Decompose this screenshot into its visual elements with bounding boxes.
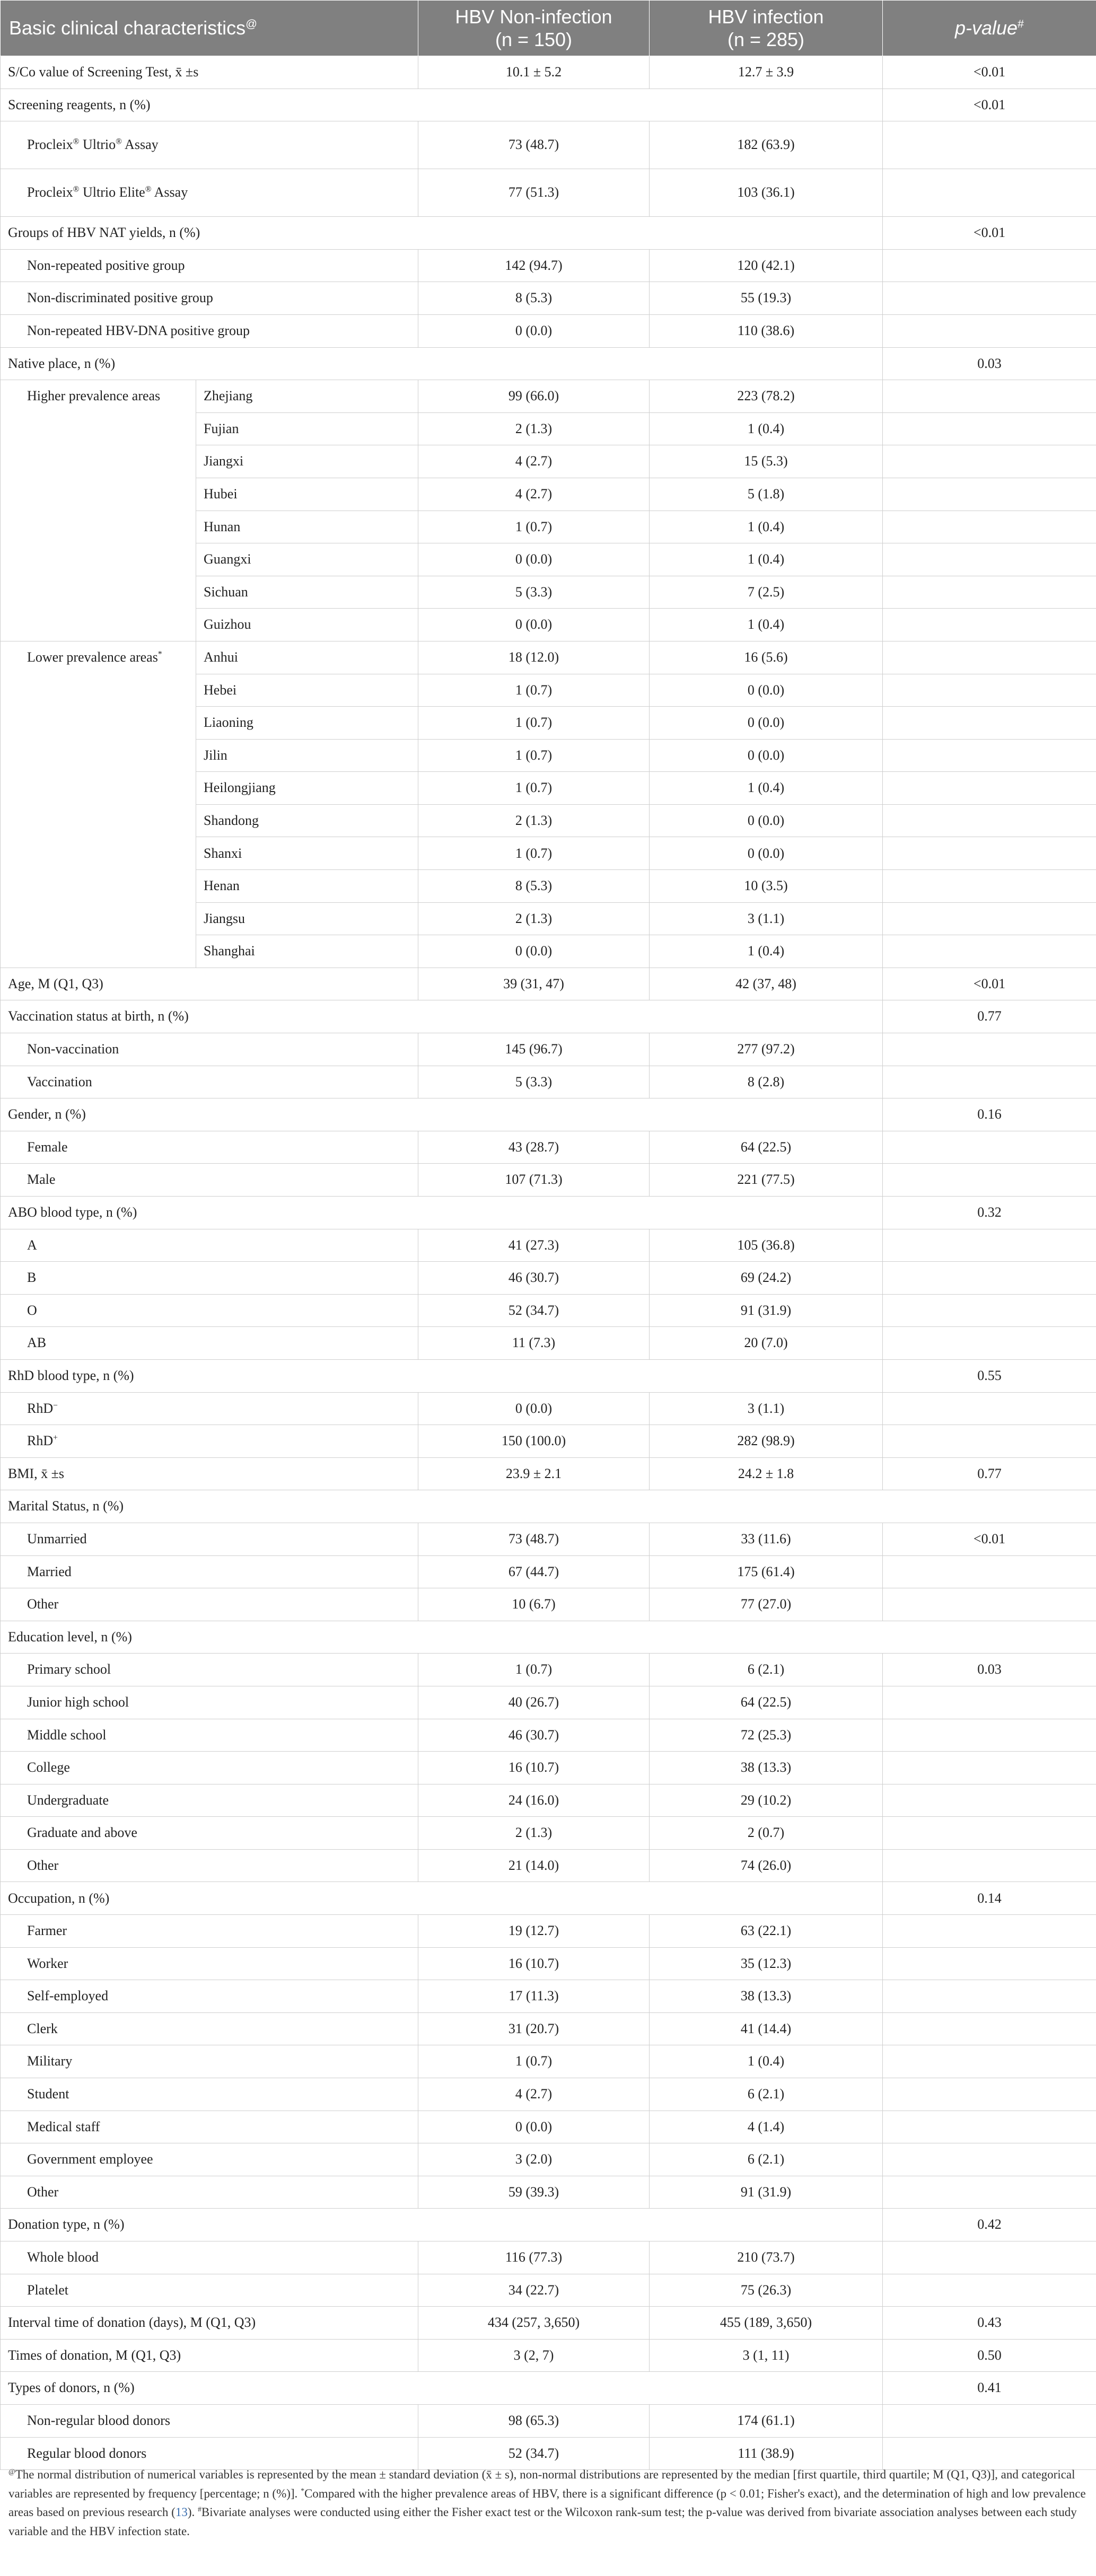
table-row: S/Co value of Screening Test, x̄ ±s 10.1 ± 5.2 12.7 ± 3.9 <0.01 [1,56,1096,89]
row-label: Screening reagents, n (%) [1,89,883,121]
table-row: Other 10 (6.7) 77 (27.0) [1,1588,1096,1621]
table-row: Regular blood donors 52 (34.7) 111 (38.9) [1,2437,1096,2470]
row-label: Education level, n (%) [1,1621,1096,1654]
row-label: Procleix® Ultrio® Assay [1,121,418,169]
table-row: Middle school 46 (30.7) 72 (25.3) [1,1719,1096,1752]
table-row: Fujian 2 (1.3) 1 (0.4) [1,412,1096,445]
table-row: Hubei 4 (2.7) 5 (1.8) [1,478,1096,511]
row-label: Groups of HBV NAT yields, n (%) [1,217,883,250]
table-row: Liaoning 1 (0.7) 0 (0.0) [1,707,1096,740]
row-label: Interval time of donation (days), M (Q1, Q3) [1,2307,418,2340]
row-label: Times of donation, M (Q1, Q3) [1,2339,418,2372]
row-label: Procleix® Ultrio Elite® Assay [1,169,418,217]
header-infection: HBV infection (n = 285) [650,1,883,56]
table-row: Hunan 1 (0.7) 1 (0.4) [1,511,1096,543]
table-row: Hebei 1 (0.7) 0 (0.0) [1,674,1096,707]
table-footnote: @The normal distribution of numerical variables is represented by the mean ± standard deviation (x̄ ± s), non-normal distributions are represented by the median [first quartile, third quartile; M (Q1, Q3)], and categorical variables are represented by frequency [percentage; n (%)]. *Compared with the higher prevalence areas of HBV, there is a significant difference (p < 0.01; Fisher's exact), and the determination of high and low prevalence areas based on previous research (13). #Bivariate analyses were conducted using either the Fisher exact test or the Wilcoxon rank-sum test; the p-value was derived from bivariate association analyses between each study variable and the HBV infection state. [8,2467,1086,2538]
table-row: Primary school 1 (0.7) 6 (2.1) 0.03 [1,1654,1096,1686]
table-row: Lower prevalence areas* Anhui 18 (12.0) 16 (5.6) [1,641,1096,674]
table-row: Married 67 (44.7) 175 (61.4) [1,1555,1096,1588]
header-p-value: p-value# [883,1,1096,56]
row-label: Native place, n (%) [1,347,883,380]
table-row: O 52 (34.7) 91 (31.9) [1,1294,1096,1327]
table-row: Student 4 (2.7) 6 (2.1) [1,2078,1096,2111]
row-label: Marital Status, n (%) [1,1490,1096,1523]
table-row: Shanghai 0 (0.0) 1 (0.4) [1,935,1096,968]
table-row: Types of donors, n (%) 0.41 [1,2372,1096,2405]
table-row: Procleix® Ultrio Elite® Assay 77 (51.3) 103 (36.1) [1,169,1096,217]
header-non-infection: HBV Non-infection (n = 150) [418,1,650,56]
table-row: College 16 (10.7) 38 (13.3) [1,1752,1096,1784]
row-label: Vaccination status at birth, n (%) [1,1000,883,1033]
table-row: Non-discriminated positive group 8 (5.3) 55 (19.3) [1,282,1096,315]
row-label: BMI, x̄ ±s [1,1457,418,1490]
table-row: Procleix® Ultrio® Assay 73 (48.7) 182 (63.9) [1,121,1096,169]
row-label: Occupation, n (%) [1,1882,883,1915]
table-row [1,1621,1096,1654]
table-row: RhD− 0 (0.0) 3 (1.1) [1,1392,1096,1425]
table-row: RhD+ 150 (100.0) 282 (98.9) [1,1425,1096,1458]
table-row: Military 1 (0.7) 1 (0.4) [1,2045,1096,2078]
table-row: Government employee 3 (2.0) 6 (2.1) [1,2143,1096,2176]
table-row: Whole blood 116 (77.3) 210 (73.7) [1,2241,1096,2274]
table-row: Unmarried 73 (48.7) 33 (11.6) <0.01 [1,1523,1096,1555]
table-row: Clerk 31 (20.7) 41 (14.4) [1,2012,1096,2045]
table-row: RhD blood type, n (%) 0.55 [1,1359,1096,1392]
table-row: Groups of HBV NAT yields, n (%) <0.01 [1,217,1096,250]
row-label: Types of donors, n (%) [1,2372,883,2405]
table-row: ABO blood type, n (%) 0.32 [1,1197,1096,1229]
table-row: Screening reagents, n (%) <0.01 [1,89,1096,121]
table-row: Native place, n (%) 0.03 [1,347,1096,380]
table-row: Sichuan 5 (3.3) 7 (2.5) [1,576,1096,609]
reference-link[interactable]: 13 [175,2505,188,2519]
table-row: B 46 (30.7) 69 (24.2) [1,1262,1096,1295]
row-label: ABO blood type, n (%) [1,1197,883,1229]
table-row: Age, M (Q1, Q3) 39 (31, 47) 42 (37, 48) <0.01 [1,968,1096,1000]
table-row: Donation type, n (%) 0.42 [1,2209,1096,2241]
table-row: Female 43 (28.7) 64 (22.5) [1,1131,1096,1164]
table-row: Undergraduate 24 (16.0) 29 (10.2) [1,1784,1096,1817]
table-row: Shanxi 1 (0.7) 0 (0.0) [1,837,1096,870]
row-label: S/Co value of Screening Test, x̄ ±s [1,56,418,89]
table-row: Jilin 1 (0.7) 0 (0.0) [1,739,1096,772]
table-row: Other 59 (39.3) 91 (31.9) [1,2176,1096,2209]
table-row: Graduate and above 2 (1.3) 2 (0.7) [1,1817,1096,1850]
table-row: Shandong 2 (1.3) 0 (0.0) [1,804,1096,837]
row-label: Donation type, n (%) [1,2209,883,2241]
table-row: Non-regular blood donors 98 (65.3) 174 (61.1) [1,2404,1096,2437]
header-row [1,1,1096,56]
table-row: Non-repeated HBV-DNA positive group 0 (0.0) 110 (38.6) [1,314,1096,347]
table-row: Self-employed 17 (11.3) 38 (13.3) [1,1980,1096,2013]
table-row: Non-vaccination 145 (96.7) 277 (97.2) [1,1033,1096,1066]
table-row: Guangxi 0 (0.0) 1 (0.4) [1,543,1096,576]
table-row: A 41 (27.3) 105 (36.8) [1,1229,1096,1262]
table-row: Times of donation, M (Q1, Q3) 3 (2, 7) 3 (1, 11) 0.50 [1,2339,1096,2372]
table-row: Interval time of donation (days), M (Q1, Q3) 434 (257, 3,650) 455 (189, 3,650) 0.43 [1,2307,1096,2340]
table-row: BMI, x̄ ±s 23.9 ± 2.1 24.2 ± 1.8 0.77 [1,1457,1096,1490]
table-row [1,1490,1096,1523]
row-label: Age, M (Q1, Q3) [1,968,418,1000]
table-row: Platelet 34 (22.7) 75 (26.3) [1,2274,1096,2307]
table-row: Medical staff 0 (0.0) 4 (1.4) [1,2111,1096,2143]
row-label: Gender, n (%) [1,1098,883,1131]
table-row: Heilongjiang 1 (0.7) 1 (0.4) [1,772,1096,805]
table-row: Henan 8 (5.3) 10 (3.5) [1,870,1096,903]
table-row: Junior high school 40 (26.7) 64 (22.5) [1,1686,1096,1719]
higher-prevalence-group: Higher prevalence areas [1,380,196,641]
table-row: Vaccination status at birth, n (%) 0.77 [1,1000,1096,1033]
table-row: Jiangxi 4 (2.7) 15 (5.3) [1,445,1096,478]
table-row: Jiangsu 2 (1.3) 3 (1.1) [1,902,1096,935]
table-row: Higher prevalence areas Zhejiang 99 (66.0) 223 (78.2) [1,380,1096,413]
table-row: Worker 16 (10.7) 35 (12.3) [1,1947,1096,1980]
header-characteristics: Basic clinical characteristics@ [1,1,418,56]
table-row: Occupation, n (%) 0.14 [1,1882,1096,1915]
table-row: Farmer 19 (12.7) 63 (22.1) [1,1915,1096,1948]
lower-prevalence-group: Lower prevalence areas* [1,641,196,968]
table-row: Non-repeated positive group 142 (94.7) 120 (42.1) [1,249,1096,282]
table-row: Gender, n (%) 0.16 [1,1098,1096,1131]
table-row: Other 21 (14.0) 74 (26.0) [1,1849,1096,1882]
row-label: RhD blood type, n (%) [1,1359,883,1392]
table-row: Vaccination 5 (3.3) 8 (2.8) [1,1066,1096,1098]
table-row: Male 107 (71.3) 221 (77.5) [1,1164,1096,1197]
table-row: Guizhou 0 (0.0) 1 (0.4) [1,609,1096,641]
table-row: AB 11 (7.3) 20 (7.0) [1,1327,1096,1360]
